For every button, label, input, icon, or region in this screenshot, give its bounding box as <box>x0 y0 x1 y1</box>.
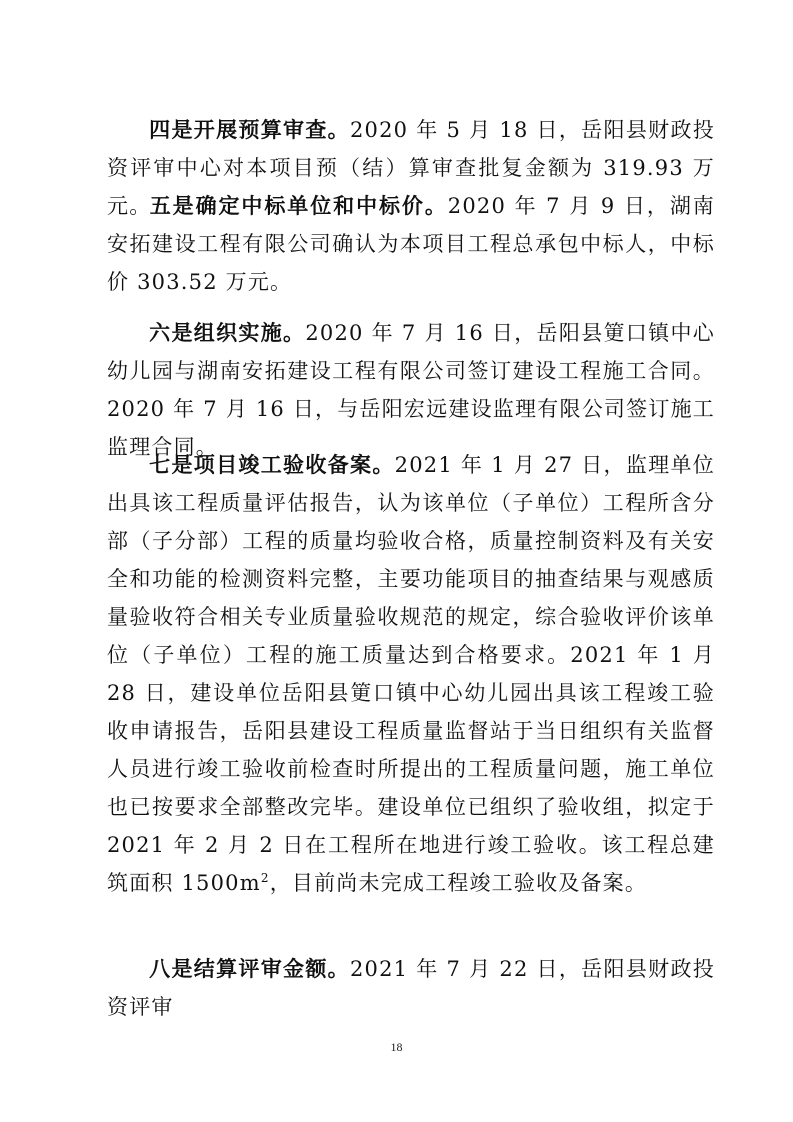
paragraph-body-tail: ，目前尚未完成工程竣工验收及备案。 <box>269 871 648 895</box>
page-number: 18 <box>390 1040 403 1054</box>
paragraph-winning-bid <box>107 187 715 301</box>
paragraph-lead: 五是确定中标单位和中标价。 <box>149 194 448 218</box>
paragraph-body: 2020 年 7 月 9 日，湖南安拓建设工程有限公司确认为本项目工程总承包中标人，中标价 303.52 万元。 <box>107 194 715 294</box>
paragraph-body: 2021 年 1 月 27 日，监理单位出具该工程质量评估报告，认为该单位（子单位）工程所含分部（子分部）工程的质量均验收合格，质量控制资料及有关安全和功能的检测资料完整，主要功能项目的抽查结果与观感质量验收符合相关专业质量验收规范的规定，综合验收评价该单位（子单位）工程的施工质量达到合格要求。2021 年 1 月 28 日，建设单位岳阳县筻口镇中心幼儿园出具该工程竣工验收申请报告，岳阳县建设工程质量监督站于当日组织有关监督人员进行竣工验收前检查时所提出的工程质量问题，施工单位也已按要求全部整改完毕。建设单位已组织了验收组，拟定于 2021 年 2 月 2 日在工程所在地进行竣工验收。该工程总建筑面积 1500m <box>107 453 716 895</box>
paragraph-body: 2020 年 5 月 18 日，岳阳县财政投资评审中心对本项目预（结）算审查批复金额为 319.93 万元。 <box>107 118 715 218</box>
paragraph-body: 2020 年 7 月 16 日，岳阳县筻口镇中心幼儿园与湖南安拓建设工程有限公司签订建设工程施工合同。2020 年 7 月 16 日，与岳阳宏远建设监理有限公司签订施工监理合同。 <box>107 321 716 459</box>
paragraph-body: 2021 年 7 月 22 日，岳阳县财政投资评审 <box>107 957 715 1019</box>
paragraph-settlement-review <box>107 950 715 1026</box>
paragraph-lead: 七是项目竣工验收备案。 <box>149 453 395 477</box>
paragraph-lead: 六是组织实施。 <box>149 321 306 345</box>
paragraph-implementation <box>107 314 715 466</box>
paragraph-lead: 四是开展预算审查。 <box>149 118 350 142</box>
paragraph-completion-acceptance <box>107 446 715 902</box>
superscript-exponent: 2 <box>260 871 270 885</box>
paragraph-lead: 八是结算评审金额。 <box>149 957 350 981</box>
